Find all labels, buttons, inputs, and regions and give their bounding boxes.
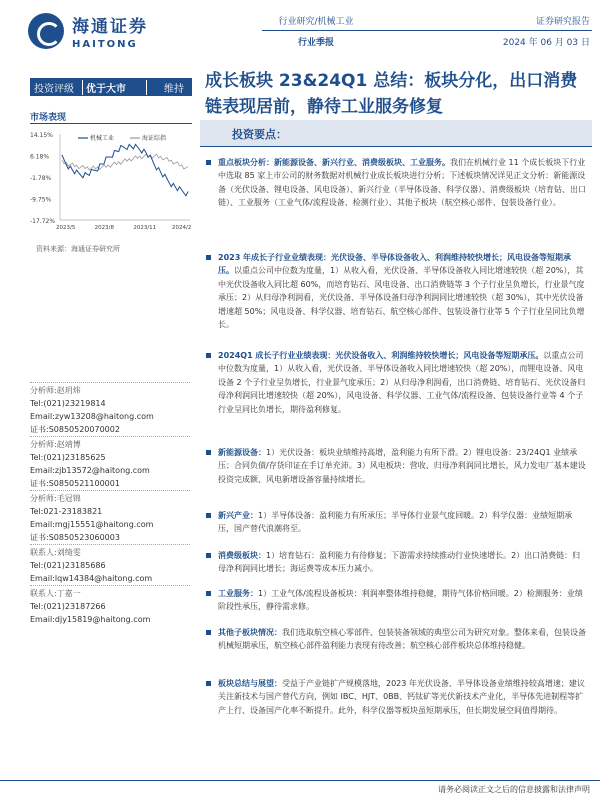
analyst-tel: Tel:(021)23185625: [30, 453, 106, 462]
y-tick-label: -9.75%: [30, 196, 52, 204]
key-point-heading: 重点板块分析：新能源设备、新兴行业、消费级板块、工业服务。: [218, 158, 450, 167]
analyst-entry: [30, 382, 190, 436]
y-tick-label: -1.78%: [30, 175, 52, 182]
analyst-email: Email:djy15819@haitong.com: [30, 615, 151, 624]
analyst-tel: Tel:(021)23187266: [30, 602, 106, 611]
analyst-cert: 证书:S0850521100001: [30, 479, 120, 488]
chart-source: 资料来源：海通证券研究所: [36, 245, 120, 253]
key-point-item: [205, 587, 587, 614]
y-tick-label: 14.15%: [30, 132, 53, 139]
key-points-divider: [200, 146, 592, 147]
key-points-bar: [200, 120, 592, 146]
analyst-name: 分析师:赵玥炜: [30, 386, 81, 395]
legend-label: 海证综指: [142, 135, 167, 142]
analyst-entry: [30, 436, 190, 490]
doc-type: 证券研究报告: [535, 17, 590, 27]
key-point-body: 我们选取航空核心零部件、包装装备领域的典型公司为研究对象。整体来看，包装设备机械短期承压，航空核心部件盈利能力表现有待改善；航空核心部件板块总体维持稳健。: [218, 628, 586, 651]
header-divider: [262, 30, 592, 31]
y-tick-label: 6.18%: [30, 153, 50, 161]
market-section-title: 市场表现: [30, 113, 67, 123]
footer-divider: [0, 780, 600, 781]
analyst-name: 分析师:赵靖博: [30, 440, 81, 449]
report-title: 成长板块 23&24Q1 总结：板块分化，出口消费链表现居前，静待工业服务修复: [205, 71, 578, 117]
key-point-heading: 2023 年成长子行业业绩表现：光伏设备、半导体设备收入、利润维持较快增长；风电设备等短期承压。: [218, 253, 572, 276]
key-point-heading: 消费级板块：: [218, 551, 266, 560]
analyst-entry: [30, 544, 190, 585]
rating-label: 投资评级: [34, 83, 74, 95]
logo-en-text: HAITONG: [72, 39, 138, 50]
analyst-entry: [30, 490, 190, 544]
series-line-machinery: [62, 144, 188, 196]
analyst-email: Email:lqw14384@haitong.com: [30, 574, 153, 583]
key-point-item: [205, 677, 587, 717]
key-point-body: 1）工业气体/流程设备板块：利润率整体维持稳健，期待气体价格回暖。2）检测服务：业绩阶段性承压，静待需求修。: [218, 589, 583, 612]
analyst-list: [30, 382, 190, 626]
key-point-heading: 新兴产业：: [218, 511, 258, 520]
series-line-index: [62, 154, 188, 170]
analyst-email: Email:zyw13208@haitong.com: [30, 412, 154, 421]
key-point-body: 受益于产业链扩产规模落地，2023 年光伏设备、半导体设备业绩维持较高增速；建议关注新技术与国产替代方向，例如 IBC、HJT、0BB、钙钛矿等光伏新技术产业化，半导体先进制程等扩产上行、设备国产化率不断提升。此外，科学仪器等板块虽短期承压，但长期发展空间值得期待。: [218, 679, 585, 715]
report-type: 行业季报: [297, 38, 334, 48]
report-category: 行业研究/机械工业: [278, 17, 354, 27]
analyst-email: Email:zjb13572@haitong.com: [30, 466, 150, 475]
analyst-name: 联系人:丁嘉一: [30, 589, 81, 598]
key-point-item: [205, 549, 587, 576]
key-point-body: 1）半导体设备：盈利能力有所承压；半导体行业景气度回暖。2）科学仪器：业绩短期承压，国产替代浪潮将至。: [218, 511, 573, 534]
key-point-item: [205, 251, 587, 331]
analyst-tel: Tel:(021)23219814: [30, 399, 106, 408]
key-point-body: 以重点公司中位数为度量，1）从收入看，光伏设备、半导体设备收入同比增速较快（超 20%），而锂电设备、风电设备 2 个子行业呈负增长，行业景气度承压；2）从归母净利润看，出口消费链、培育钻石、光伏设备归母净利润同比增速较快（超 20%），风电设备、科学仪器、工业气体/流程设备、包装设备行业等 4 个子行业呈同比负增长，期待盈利修复。: [218, 351, 586, 414]
market-divider: [30, 123, 192, 124]
x-tick-label: 2023/8: [94, 225, 115, 231]
rating-change: 维持: [146, 80, 192, 95]
analyst-name: 联系人:刘绮雯: [30, 548, 81, 557]
key-point-heading: 新能源设备：: [218, 448, 266, 457]
key-point-heading: 工业服务：: [218, 589, 258, 598]
market-performance-chart: [30, 128, 196, 236]
rating-value: 优于大市: [82, 80, 146, 95]
key-points-title: 投资要点：: [232, 128, 287, 141]
report-date: 2024 年 06 月 03 日: [502, 38, 590, 48]
key-point-heading: 2024Q1 成长子行业业绩表现：光伏设备收入、利润维持较快增长；风电设备等短期承压。: [218, 351, 544, 360]
key-point-heading: 其他子板块情况：: [218, 628, 282, 637]
logo-cn-text: 海通证券: [72, 17, 148, 37]
analyst-tel: Tel:(021)23185686: [30, 561, 106, 570]
x-tick-label: 2024/2: [172, 225, 192, 231]
analyst-tel: Tel:021-23183821: [30, 507, 103, 516]
key-point-item: [205, 156, 587, 210]
y-tick-label: -17.72%: [30, 218, 56, 225]
analyst-entry: [30, 585, 190, 626]
haitong-logo: [28, 12, 148, 50]
legend-label: 机械工业: [90, 135, 115, 142]
key-point-heading: 板块总结与展望：: [218, 679, 282, 688]
key-point-body: 以重点公司中位数为度量，1）从收入看，光伏设备、半导体设备收入同比增速较快（超 20%），其中光伏设备收入同比超 60%，而培育钻石、风电设备、出口消费链等 3 个子行业呈负增长，行业景气度承压；2）从归母净利润看，光伏设备、半导体设备归母净利润同比增速较快（超 30%），其中光伏设备增速超 50%；风电设备、科学仪器、培育钻石、航空核心部件、包装设备行业等 5 个子行业呈同比负增长。: [218, 266, 585, 330]
analyst-email: Email:mgj15551@haitong.com: [30, 520, 154, 529]
key-point-body: 1）光伏设备：板块业绩维持高增，盈利能力有所下滑。2）锂电设备：23/24Q1 业绩承压；合同负债/存货印证在手订单充沛。3）风电板块：营收、归母净利润同比增长，风力发电厂基本建设投资完成额、风电新增设备容量持续增长。: [218, 448, 586, 484]
key-point-item: [205, 626, 587, 653]
rating-bar: [30, 78, 192, 96]
haitong-logo-icon: [28, 13, 64, 49]
analyst-name: 分析师:毛冠锦: [30, 494, 81, 503]
analyst-cert: 证书:S0850523060003: [30, 533, 120, 542]
key-point-item: [205, 349, 587, 416]
x-tick-label: 2023/5: [56, 225, 76, 231]
x-tick-label: 2023/11: [133, 225, 157, 231]
key-point-item: [205, 446, 587, 486]
key-point-item: [205, 509, 587, 536]
analyst-cert: 证书:S0850520070002: [30, 425, 120, 434]
footer-disclaimer: 请务必阅读正文之后的信息披露和法律声明: [438, 785, 590, 794]
key-point-body: 我们在机械行业 11 个成长板块下行业中选取 85 家上市公司的财务数据对机械行业成长板块进行分析；下述板块情况详见正文分析：新能源设备（光伏设备、锂电设备、风电设备）、新兴行业（半导体设备、科学仪器）、消费级板块（培育钻、出口链）、工业服务（工业气体/流程设备、检测行业）、其他子板块（航空核心部件、包装设备行业）。: [218, 158, 586, 208]
key-point-body: 1）培育钻石：盈利能力有待修复；下游需求持续推动行业快速增长。2）出口消费链：归母净利润同比增长；海运费等成本压力减小。: [218, 551, 581, 574]
report-header: [0, 0, 600, 58]
